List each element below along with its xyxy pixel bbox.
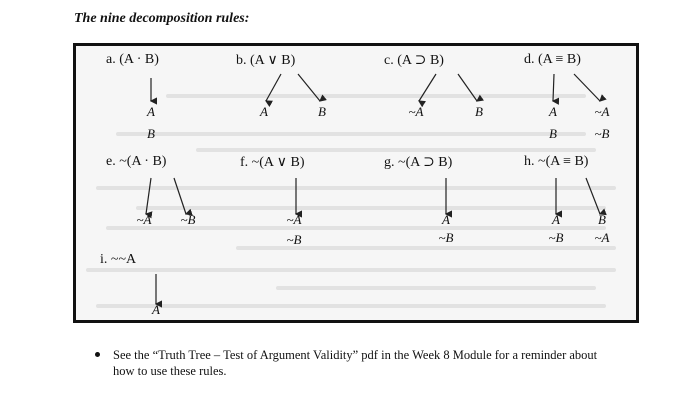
rule-g-label: g. ~(A ⊃ B)	[384, 155, 453, 170]
rule-h-out-1: A	[552, 212, 560, 227]
rule-d-out-1: A	[549, 104, 557, 119]
rule-d-out-3: ~A	[594, 104, 610, 119]
rule-b-out-1: A	[260, 104, 268, 119]
rule-b-out-2: B	[318, 104, 326, 119]
bullet-icon	[95, 352, 100, 357]
rule-f-out-2: ~B	[286, 232, 302, 247]
rule-a-label: a. (A · B)	[106, 52, 159, 67]
rule-a-out-1: A	[147, 104, 155, 119]
rule-h-out-4: ~A	[594, 230, 610, 245]
rule-c-out-2: B	[475, 104, 483, 119]
rule-a-out-2: B	[147, 126, 155, 141]
rule-h-label: h. ~(A ≡ B)	[524, 154, 589, 169]
rule-g-out-1: A	[442, 212, 450, 227]
rule-e-label: e. ~(A · B)	[106, 154, 167, 169]
rule-f-label: f. ~(A ∨ B)	[240, 155, 305, 170]
rule-b-label: b. (A ∨ B)	[236, 53, 296, 68]
rule-h-out-2: ~B	[548, 230, 564, 245]
rule-c-label: c. (A ⊃ B)	[384, 53, 444, 68]
rule-e-out-2: ~B	[180, 212, 196, 227]
note-text: See the “Truth Tree – Test of Argument Validity” pdf in the Week 8 Module for a reminder about how to use these rules.	[113, 348, 598, 378]
rule-d-label: d. (A ≡ B)	[524, 52, 581, 67]
rule-g-out-2: ~B	[438, 230, 454, 245]
rule-c-out-1: ~A	[408, 104, 424, 119]
rule-i-out-1: A	[152, 302, 160, 317]
decomposition-arrows	[76, 46, 639, 323]
rule-h-out-3: B	[598, 212, 606, 227]
rule-d-out-4: ~B	[594, 126, 610, 141]
rule-d-out-2: B	[549, 126, 557, 141]
page-heading: The nine decomposition rules:	[74, 11, 250, 26]
rule-e-out-1: ~A	[136, 212, 152, 227]
rules-image	[73, 43, 639, 323]
rule-f-out-1: ~A	[286, 212, 302, 227]
rule-i-label: i. ~~A	[100, 252, 137, 267]
